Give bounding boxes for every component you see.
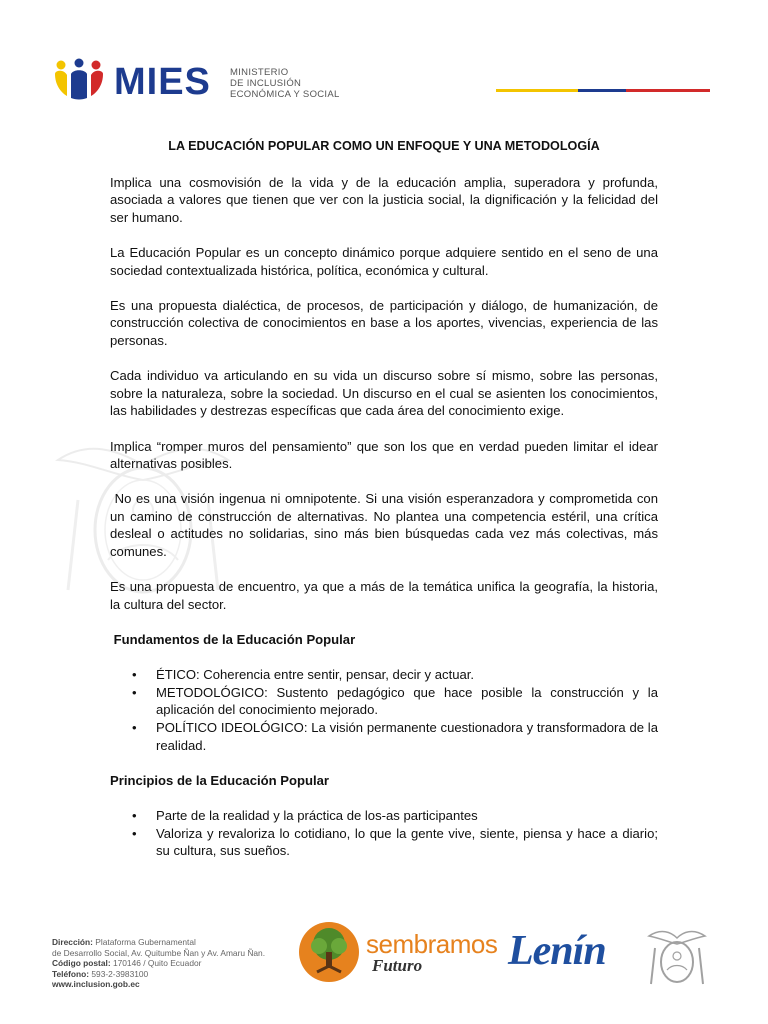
flag-blue <box>578 89 626 92</box>
list-item-text: Valoriza y revaloriza lo cotidiano, lo que la gente vive, siente, piensa y hace a diario; su cultura, sus sueños. <box>156 825 658 859</box>
paragraph-7: Es una propuesta de encuentro, ya que a más de la temática unifica la geografía, la historia, la cultura del sector. <box>110 579 658 612</box>
paragraph-2: La Educación Popular es un concepto dinámico porque adquiere sentido en el seno de una sociedad contextualizada histórica, política, económica y cultural. <box>110 244 658 278</box>
paragraph-6: No es una visión ingenua ni omnipotente. Si una visión esperanzadora y comprometida con un camino de construcción de alternativas. No plantea una competencia estéril, una crítica desleal o actitudes no solidarias, sino más bien búsquedas cada vez más colectivas, más comunes. <box>110 491 662 560</box>
footer-phone <box>52 969 312 980</box>
flag-stripe <box>496 89 710 92</box>
list-item <box>110 825 658 860</box>
bullet: • <box>132 825 137 841</box>
footer-website[interactable] <box>52 979 312 990</box>
paragraph-3: Es una propuesta dialéctica, de procesos, de participación y diálogo, de humanización, de construcción colectiva de conocimientos en base a los aportes, vivencias, experiencia de las personas. <box>110 297 658 348</box>
website-link[interactable]: www.inclusion.gob.ec <box>52 979 140 990</box>
address-value: Plataforma Gubernamental <box>95 937 196 947</box>
sembramos-logo: sembramos <box>366 929 498 959</box>
list-item <box>110 666 658 684</box>
footer-address <box>52 937 312 948</box>
postal-value: 170146 / Quito Ecuador <box>112 958 202 969</box>
bullet: • <box>132 684 137 700</box>
flag-red <box>626 89 710 92</box>
phone-value: 593-2-3983100 <box>91 968 149 979</box>
postal-label: Código postal: <box>52 958 111 969</box>
paragraph-4: Cada individuo va articulando en su vida un discurso sobre sí mismo, sobre las personas, sobre la naturaleza, sobre la sociedad. Un discurso en el cual se asienten los conocimientos, las habilidades y destrezas específicas que cada área del conocimiento exige. <box>110 368 658 419</box>
footer-address-line-2: de Desarrollo Social, Av. Quitumbe Ñan y Av. Amaru Ñan. <box>52 947 266 958</box>
fundamentos-heading: Fundamentos de la Educación Popular <box>110 632 356 648</box>
bullet: • <box>132 807 137 823</box>
mies-logo-icon <box>52 58 106 102</box>
list-item <box>110 684 658 719</box>
address-label: Dirección: <box>52 937 93 947</box>
ministry-line-1: MINISTERIO <box>230 67 289 78</box>
fundamentos-list <box>110 666 658 754</box>
logo-wordmark: MIES <box>114 61 211 103</box>
principios-heading: Principios de la Educación Popular <box>110 772 330 788</box>
header <box>52 58 712 108</box>
paragraph-5: Implica “romper muros del pensamiento” que son los que en verdad pueden limitar el idear alternativas posibles. <box>110 438 658 472</box>
coat-of-arms-icon <box>645 922 709 990</box>
footer-contact <box>52 937 312 990</box>
list-item-text: ÉTICO: Coherencia entre sentir, pensar, decir y actuar. <box>156 667 475 683</box>
document-title: LA EDUCACIÓN POPULAR COMO UN ENFOQUE Y UNA METODOLOGÍA <box>168 139 600 153</box>
footer-postal <box>52 958 312 969</box>
ministry-line-3: ECONÓMICA Y SOCIAL <box>230 89 340 100</box>
flag-yellow <box>496 89 578 92</box>
futuro-logo: Futuro <box>372 956 423 975</box>
phone-label: Teléfono: <box>52 968 90 979</box>
bullet: • <box>132 667 137 683</box>
tree-logo-icon <box>297 920 361 984</box>
paragraph-1: Implica una cosmovisión de la vida y de la educación amplia, superadora y profunda, asociada a valores que tienen que ver con la justicia social, la dignificación y la felicidad del ser humano. <box>110 174 658 225</box>
bullet: • <box>132 720 137 735</box>
list-item <box>110 719 658 754</box>
lenin-logo: Lenín <box>508 928 606 974</box>
list-item-text: POLÍTICO IDEOLÓGICO: La visión permanente cuestionadora y transformadora de la realidad. <box>156 720 658 753</box>
list-item-text: METODOLÓGICO: Sustento pedagógico que hace posible la construcción y la aplicación del conocimiento mejorado. <box>156 684 658 718</box>
principios-list <box>110 807 658 860</box>
ministry-name <box>230 67 340 100</box>
document-body <box>110 138 662 877</box>
ministry-line-2: DE INCLUSIÓN <box>230 78 302 89</box>
list-item <box>110 807 658 825</box>
list-item-text: Parte de la realidad y la práctica de los-as participantes <box>156 807 478 823</box>
